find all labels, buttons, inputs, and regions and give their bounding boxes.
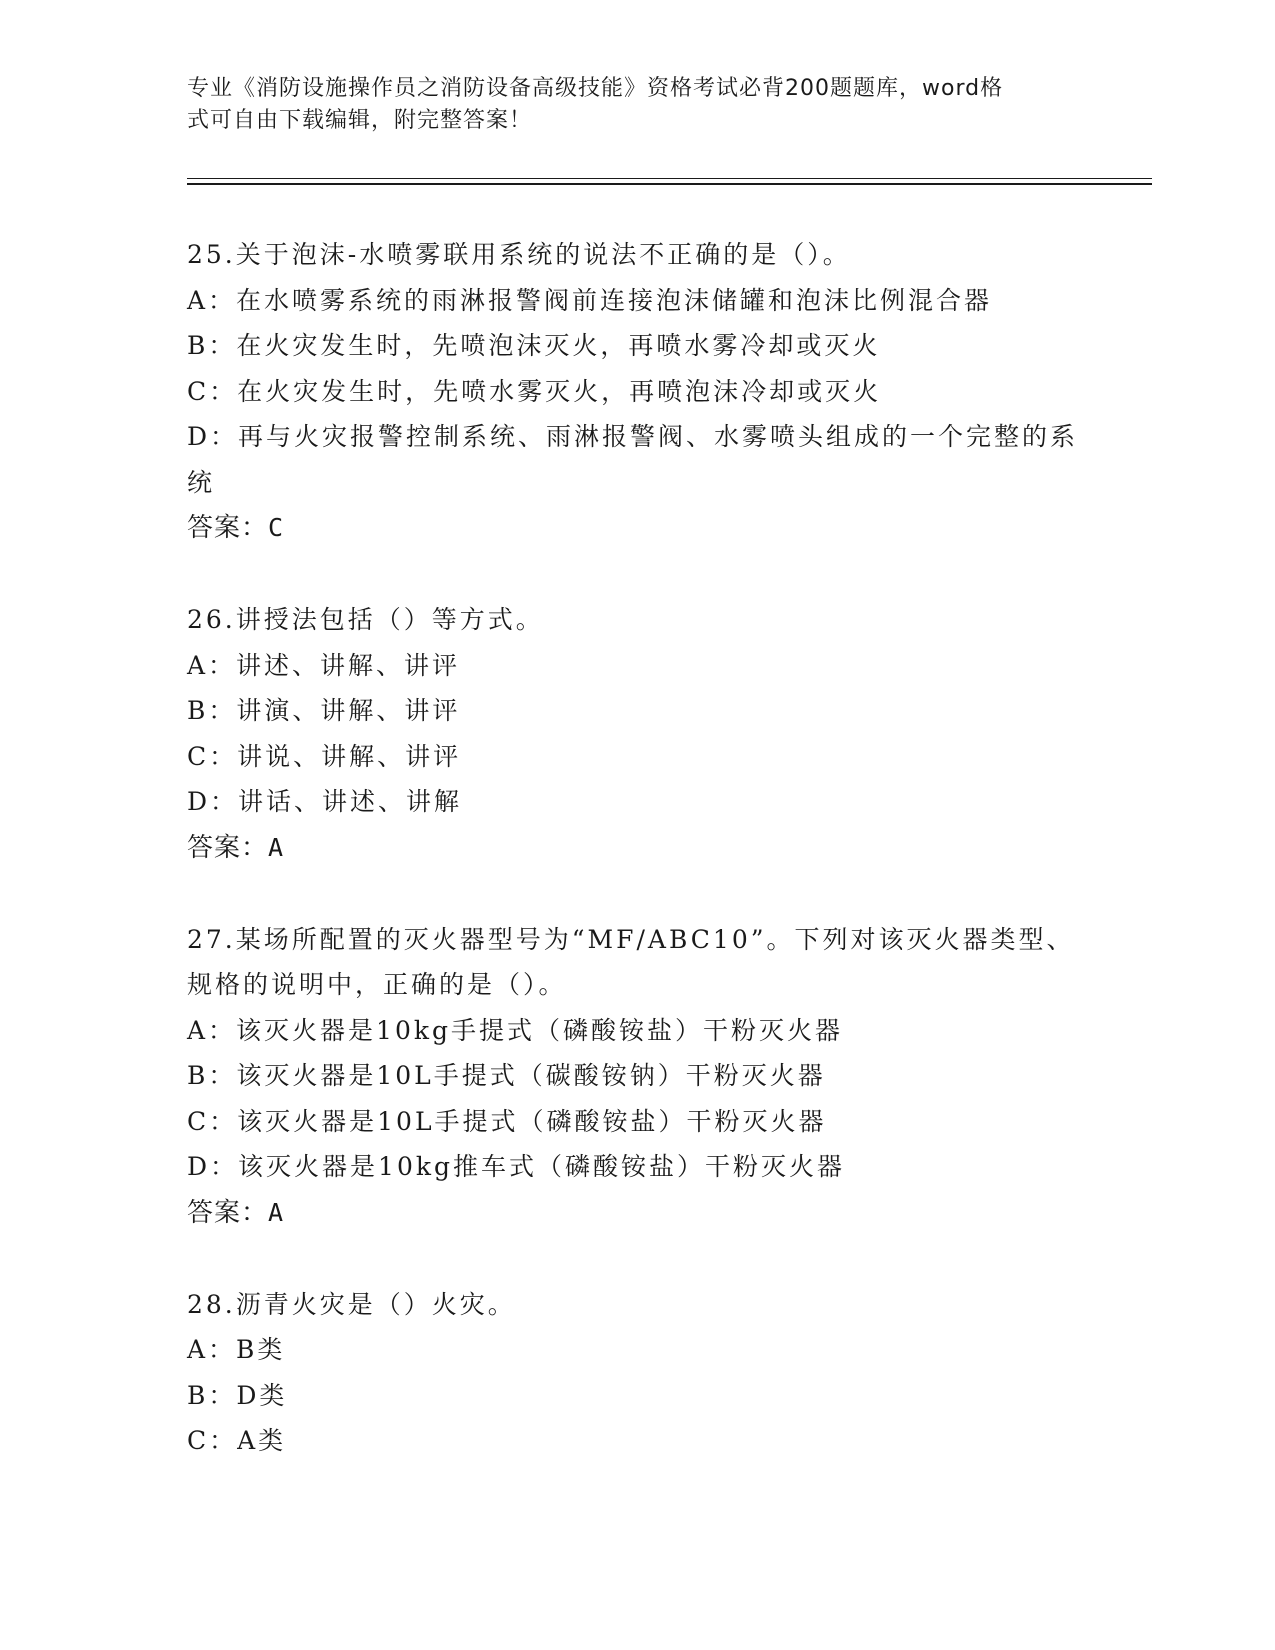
document-header bbox=[187, 73, 1067, 137]
option-d: D：讲话、讲述、讲解 bbox=[187, 787, 463, 816]
answer-label: 答案： bbox=[187, 832, 269, 863]
option-a: A：在水喷雾系统的雨淋报警阀前连接泡沫储罐和泡沫比例混合器 bbox=[187, 285, 993, 315]
header-line-2: 式可自由下载编辑，附完整答案！ bbox=[187, 108, 533, 133]
option-d: D：再与火灾报警控制系统、雨淋报警阀、水雾喷头组成的一个完整的系统 bbox=[187, 422, 1079, 497]
question-28 bbox=[187, 1282, 1087, 1464]
question-25 bbox=[187, 232, 1087, 552]
question-26 bbox=[187, 597, 1087, 871]
option-a: A：讲述、讲解、讲评 bbox=[187, 650, 461, 680]
answer-line bbox=[187, 505, 1087, 552]
question-title: 28.沥青火灾是（）火灾。 bbox=[187, 1289, 516, 1319]
question-title: 26.讲授法包括（）等方式。 bbox=[187, 605, 544, 634]
header-divider-thin bbox=[187, 178, 1152, 179]
option-b: B：D类 bbox=[187, 1380, 288, 1410]
answer-line bbox=[187, 825, 1087, 872]
question-title: 25.关于泡沫-水喷雾联用系统的说法不正确的是（）。 bbox=[187, 240, 851, 269]
option-c: C：A类 bbox=[187, 1426, 287, 1455]
question-list bbox=[187, 232, 1087, 1509]
header-line-1: 专业《消防设施操作员之消防设备高级技能》资格考试必背200题题库，word格 bbox=[187, 76, 1004, 101]
option-a: A：B类 bbox=[187, 1335, 286, 1364]
option-b: B：在火灾发生时，先喷泡沫灭火，再喷水雾冷却或灭火 bbox=[187, 331, 881, 360]
question-title: 27.某场所配置的灭火器型号为“MF/ABC10”。下列对该灭火器类型、规格的说明中，正确的是（）。 bbox=[187, 924, 1075, 999]
option-b: B：该灭火器是10L手提式（碳酸铵钠）干粉灭火器 bbox=[187, 1061, 826, 1090]
option-d: D：该灭火器是10kg推车式（磷酸铵盐）干粉灭火器 bbox=[187, 1152, 846, 1181]
option-a: A：该灭火器是10kg手提式（磷酸铵盐）干粉灭火器 bbox=[187, 1015, 844, 1045]
answer-label: 答案： bbox=[187, 1197, 269, 1228]
answer-label: 答案： bbox=[187, 513, 269, 543]
option-c: C：该灭火器是10L手提式（磷酸铵盐）干粉灭火器 bbox=[187, 1106, 827, 1136]
answer-line bbox=[187, 1190, 1087, 1237]
question-27 bbox=[187, 917, 1087, 1237]
option-c: C：在火灾发生时，先喷水雾灭火，再喷泡沫冷却或灭火 bbox=[187, 376, 882, 406]
header-divider-thick bbox=[187, 183, 1152, 185]
answer-value: A bbox=[268, 832, 285, 862]
answer-value: A bbox=[268, 1197, 285, 1227]
option-c: C：讲说、讲解、讲评 bbox=[187, 741, 462, 771]
answer-value: C bbox=[268, 513, 285, 542]
option-b: B：讲演、讲解、讲评 bbox=[187, 696, 461, 725]
